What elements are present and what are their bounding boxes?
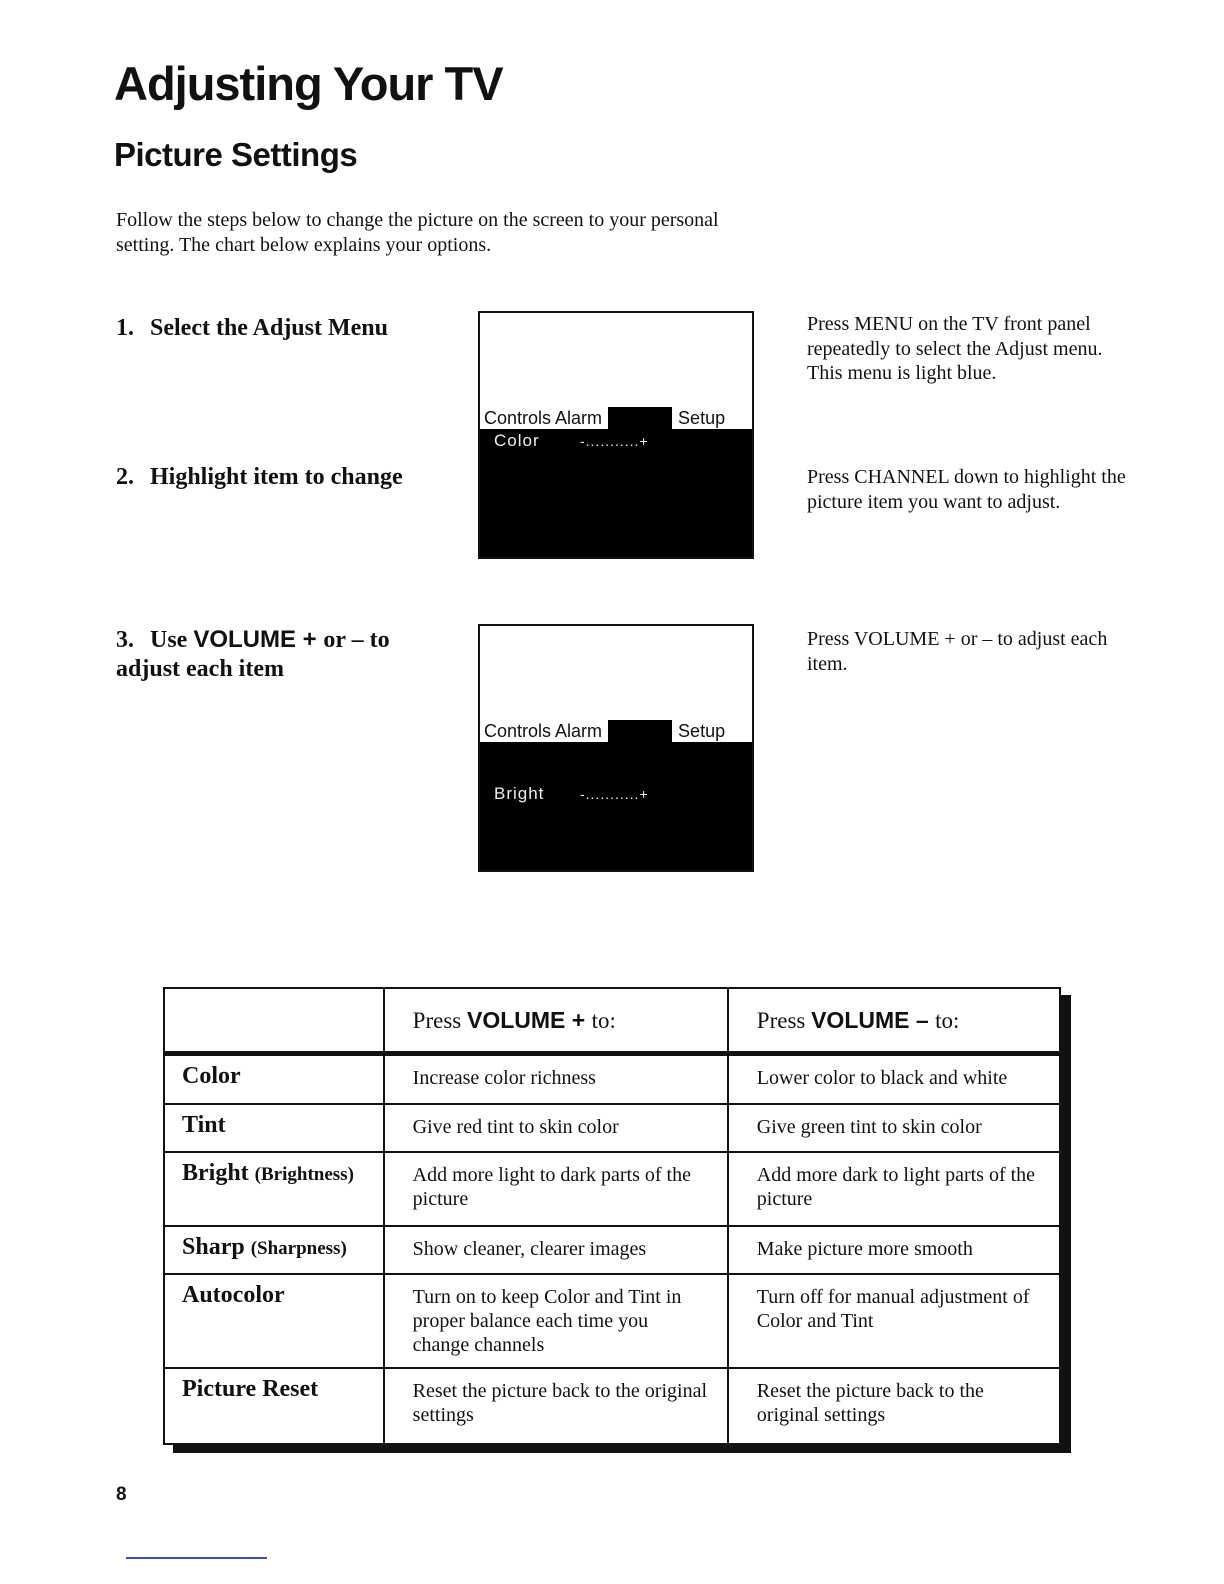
section-title: Picture Settings <box>114 136 358 173</box>
setting-name: Bright (Brightness) <box>164 1152 384 1226</box>
tab-controls: Controls <box>484 721 552 741</box>
step-3-desc: Press VOLUME + or – to adjust each item. <box>807 628 1108 675</box>
setting-name: Tint <box>164 1104 384 1152</box>
tab-setup: Setup <box>678 408 726 428</box>
tab-adjust-selected <box>608 720 672 742</box>
menu-item-color: Color <box>494 431 540 450</box>
setting-name: Picture Reset <box>164 1368 384 1444</box>
step-number: 3. <box>116 627 134 653</box>
step-1-desc: Press MENU on the TV front panel repeatedly to select the Adjust menu. This menu is light blue. <box>807 313 1103 384</box>
divider <box>126 1557 267 1559</box>
table-header <box>164 988 1060 1054</box>
volume-minus-effect: Reset the picture back to the original settings <box>728 1368 1060 1444</box>
header-volume-plus: Press VOLUME + to: <box>384 988 728 1054</box>
table-row <box>164 1054 1060 1104</box>
header-volume-minus: Press VOLUME – to: <box>728 988 1060 1054</box>
menu-item-bright: Bright <box>494 784 545 803</box>
volume-minus-effect: Add more dark to light parts of the picture <box>728 1152 1060 1226</box>
table-row <box>164 1104 1060 1152</box>
step-label: or – to adjust each item <box>116 627 390 682</box>
intro-text: Follow the steps below to change the picture on the screen to your personal setting. The chart below explains your options. <box>116 209 719 256</box>
table-row <box>164 1368 1060 1444</box>
volume-plus-effect: Reset the picture back to the original settings <box>384 1368 728 1444</box>
step-3 <box>116 625 446 684</box>
volume-minus-effect: Give green tint to skin color <box>728 1104 1060 1152</box>
volume-minus-effect: Turn off for manual adjustment of Color and Tint <box>728 1274 1060 1368</box>
level-bar: -...........+ <box>580 786 649 802</box>
step-label-bold: VOLUME + <box>193 626 324 653</box>
step-label: Highlight item to change <box>150 464 403 490</box>
tab-adjust-selected <box>608 407 672 429</box>
tab-alarm: Alarm <box>555 721 603 741</box>
step-number: 1. <box>116 315 134 341</box>
step-label: Use <box>150 627 188 653</box>
page-title: Adjusting Your TV <box>114 57 503 110</box>
volume-plus-effect: Show cleaner, clearer images <box>384 1226 728 1274</box>
setting-name: Sharp (Sharpness) <box>164 1226 384 1274</box>
step-label: Select the Adjust Menu <box>150 315 388 341</box>
tab-setup: Setup <box>678 721 726 741</box>
menu-screen <box>480 429 752 557</box>
volume-minus-effect: Lower color to black and white <box>728 1054 1060 1104</box>
volume-plus-effect: Add more light to dark parts of the picture <box>384 1152 728 1226</box>
volume-plus-effect: Turn on to keep Color and Tint in proper balance each time you change channels <box>384 1274 728 1368</box>
menu-screen <box>480 742 752 870</box>
step-2-desc: Press CHANNEL down to highlight the picture item you want to adjust. <box>807 466 1126 513</box>
menu-tabs <box>482 407 727 429</box>
step-1 <box>116 314 388 343</box>
page-number: 8 <box>116 1484 127 1505</box>
volume-plus-effect: Increase color richness <box>384 1054 728 1104</box>
step-number: 2. <box>116 464 134 490</box>
tv-screen-adjust-item <box>478 624 754 872</box>
volume-plus-effect: Give red tint to skin color <box>384 1104 728 1152</box>
header-empty <box>164 988 384 1054</box>
tab-alarm: Alarm <box>555 408 603 428</box>
table-row <box>164 1274 1060 1368</box>
step-2 <box>116 463 403 492</box>
tv-screen-adjust-menu <box>478 311 754 559</box>
menu-tabs <box>482 720 727 742</box>
tab-controls: Controls <box>484 408 552 428</box>
table-row <box>164 1226 1060 1274</box>
volume-minus-effect: Make picture more smooth <box>728 1226 1060 1274</box>
picture-settings-table <box>163 987 1061 1445</box>
setting-name: Color <box>164 1054 384 1104</box>
table-row <box>164 1152 1060 1226</box>
setting-name: Autocolor <box>164 1274 384 1368</box>
level-bar: -...........+ <box>580 433 649 449</box>
